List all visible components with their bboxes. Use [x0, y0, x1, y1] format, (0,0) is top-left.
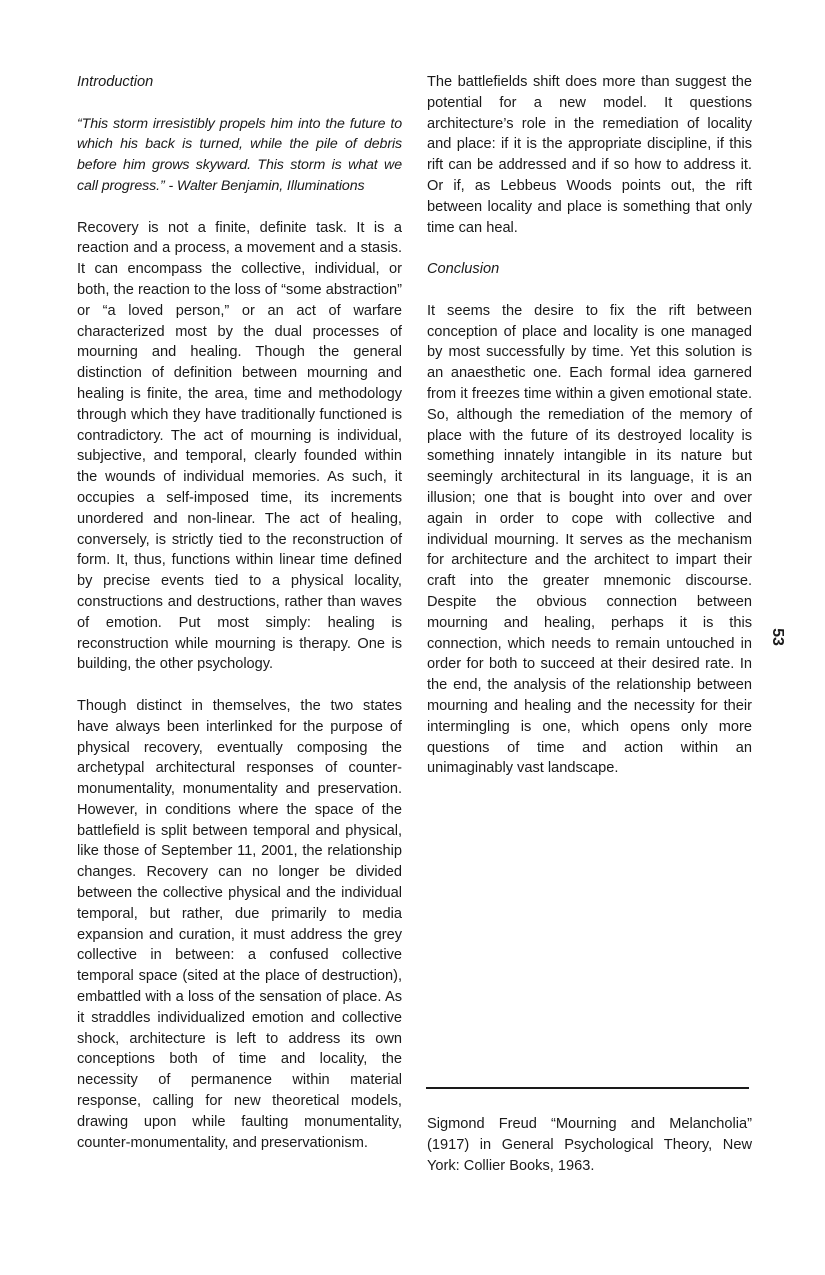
epigraph: [77, 114, 402, 197]
body-paragraph: Though distinct in themselves, the two states have always been interlinked for the purpose of physical recovery, eventually composing the archetypal architectural responses of counter-monumentality, monumentality and preservation. However, in conditions where the space of the battlefield is split between temporal and physical, like those of September 11, 2001, the relationship changes. Recovery can no longer be divided between the collective physical and the individual temporal, but rather, due primarily to media expansion and curation, it must address the grey collective in between: a confused collective temporal space (sited at the place of destruction), embattled with a loss of the sensation of place. As it straddles individualized emotion and collective shock, architecture is left to address its own conceptions both of time and locality, the necessity of permanence within material response, calling for new theoretical models, drawing upon while faulting monumentality, counter-monumentality, and preservationism.: [77, 697, 402, 1151]
conclusion-heading: Conclusion: [427, 261, 500, 278]
page-number: 53: [768, 628, 786, 646]
right-column: [427, 72, 752, 800]
body-paragraph: Recovery is not a finite, definite task. It is a reaction and a process, a movement and a stasis. It can encompass the collective, individual, or both, the reaction to the loss of “some abstraction” or “a loved person,” or an act of warfare characterized most by the dual processes of mourning and healing. Though the general distinction of definition between mourning and healing is finite, the area, time and methodology through which they have traditionally functioned is contradictory. The act of mourning is individual, subjective, and temporal, clearly founded within the wounds of individual memories. As such, it occupies a self-imposed time, its increments unordered and non-linear. The act of healing, conversely, is strictly tied to the reconstruction of form. It, thus, functions within linear time defined by precise events tied to a physical locality, constructions and destructions, rather than waves of emotion. Put most simply: healing is reconstruction while mourning is therapy. One is building, the other psychology.: [77, 219, 402, 673]
footnote: Sigmond Freud “Mourning and Melancholia” (1917) in General Psychological Theory, New York: Collier Books, 1963.: [427, 1116, 752, 1174]
footnote-divider: [426, 1087, 749, 1089]
introduction-heading: Introduction: [77, 74, 154, 90]
conclusion-paragraph: It seems the desire to fix the rift between conception of place and locality is one managed by most successfully by time. Yet this solution is an anaesthetic one. Each formal idea garnered from it freezes time within a given emotional state. So, although the remediation of the memory of place with the future of its destroyed locality is something innately intangible in its nature but seemingly architectural in its language, it is an illusion; one that is bought into over and over again in order to cope with collective and individual mourning. It serves as the mechanism for architecture and the architect to impart their craft into the greater mnemonic discourse. Despite the obvious connection between mourning and healing, perhaps it is this connection, which needs to remain untouched in order for both to succeed at their desired rate. In the end, the analysis of the relationship between mourning and healing and the necessity for their intermingling is one, which opens only more questions of time and action within an unimaginably vast landscape.: [427, 302, 752, 777]
body-paragraph: The battlefields shift does more than suggest the potential for a new model. It questions architecture’s role in the remediation of locality and place: if it is the appropriate discipline, if this rift can be addressed and if so how to address it. Or if, as Lebbeus Woods points out, the rift between locality and place is something that only time can heal.: [427, 74, 752, 236]
epigraph-quote: “This storm irresistibly propels him into the future to which his back is turned, while the pile of debris before him grows skyward. This storm is what we call progress.”: [77, 115, 402, 194]
left-column: [77, 72, 402, 1174]
epigraph-attribution: - Walter Benjamin, Illuminations: [164, 177, 365, 194]
